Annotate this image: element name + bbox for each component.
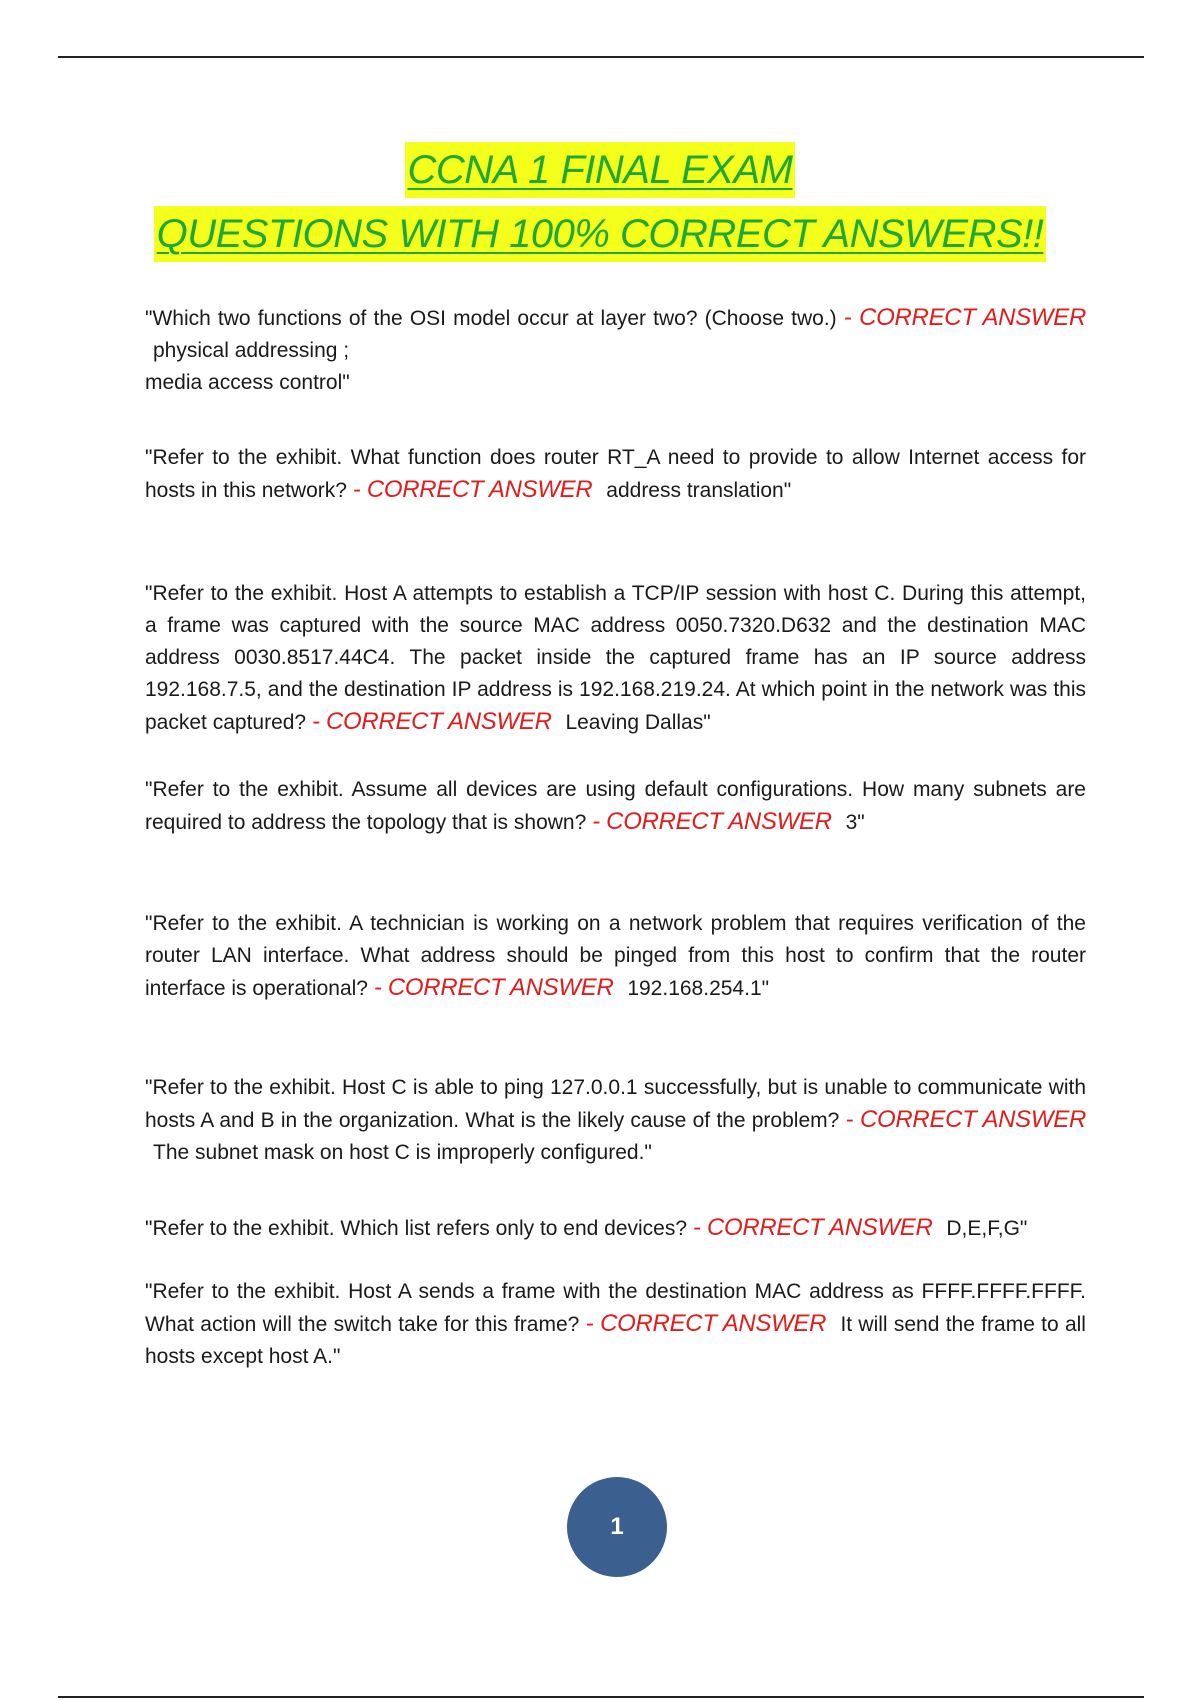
question-item-5 [145, 908, 1086, 1005]
document-title [0, 142, 1200, 270]
correct-answer-label: - CORRECT ANSWER [845, 1106, 1086, 1133]
correct-answer-label: - CORRECT ANSWER [592, 808, 832, 835]
page-number-badge: 1 [567, 1477, 667, 1577]
question-text: "Refer to the exhibit. Host A attempts to establish a TCP/IP session with host C. During this attempt, a frame was captured with the source MAC address 0050.7320.D632 and the destination MAC address 0030.8517.44C4. The packet inside the captured frame has an IP source address 192.168.7.5, and the destination IP address is 192.168.219.24. At which point in the network was this packet captured? [145, 582, 1086, 734]
question-text: "Refer to the exhibit. Host A sends a frame with the destination MAC address as FFFF.FFFF.FFFF. What action will the switch take for this frame? [145, 1280, 1086, 1336]
question-text: "Which two functions of the OSI model occur at layer two? (Choose two.) [145, 307, 837, 330]
question-text: "Refer to the exhibit. Assume all devices are using default configurations. How many subnets are required to address the topology that is shown? [145, 778, 1086, 834]
answer-text-line-2: media access control" [145, 371, 350, 394]
answer-text: physical addressing ; [153, 339, 350, 362]
answer-text: address translation" [606, 479, 792, 502]
title-line-1: CCNA 1 FINAL EXAM [405, 142, 796, 198]
question-item-3 [145, 578, 1086, 739]
correct-answer-label: - CORRECT ANSWER [585, 1310, 827, 1337]
answer-text: It will send the frame to all hosts except host A." [145, 1313, 1086, 1368]
answer-text: 192.168.254.1" [627, 977, 770, 1000]
correct-answer-label: - CORRECT ANSWER [373, 974, 614, 1001]
answer-text: Leaving Dallas" [565, 711, 711, 734]
question-item-8 [145, 1276, 1086, 1373]
question-item-4 [145, 774, 1086, 839]
bottom-rule [58, 1696, 1144, 1698]
question-text: "Refer to the exhibit. What function does router RT_A need to provide to allow Internet access for hosts in this network? [145, 446, 1086, 502]
answer-text: 3" [845, 811, 865, 834]
question-item-6 [145, 1072, 1086, 1169]
question-item-7 [145, 1212, 1086, 1245]
top-rule [58, 56, 1144, 58]
question-item-1 [145, 302, 1086, 399]
question-item-2 [145, 442, 1086, 507]
title-line-2: QUESTIONS WITH 100% CORRECT ANSWERS!! [154, 206, 1047, 262]
correct-answer-label: - CORRECT ANSWER [692, 1214, 933, 1241]
question-text: "Refer to the exhibit. Which list refers only to end devices? [145, 1217, 688, 1240]
correct-answer-label: - CORRECT ANSWER [352, 476, 593, 503]
answer-text: The subnet mask on host C is improperly configured." [153, 1141, 652, 1164]
correct-answer-label: - CORRECT ANSWER [843, 304, 1086, 331]
correct-answer-label: - CORRECT ANSWER [311, 708, 552, 735]
question-text: "Refer to the exhibit. Host C is able to ping 127.0.0.1 successfully, but is unable to communicate with hosts A and B in the organization. What is the likely cause of the problem? [145, 1076, 1086, 1132]
question-text: "Refer to the exhibit. A technician is working on a network problem that requires verification of the router LAN interface. What address should be pinged from this host to confirm that the router interface is operational? [145, 912, 1086, 1000]
answer-text: D,E,F,G" [946, 1217, 1028, 1240]
